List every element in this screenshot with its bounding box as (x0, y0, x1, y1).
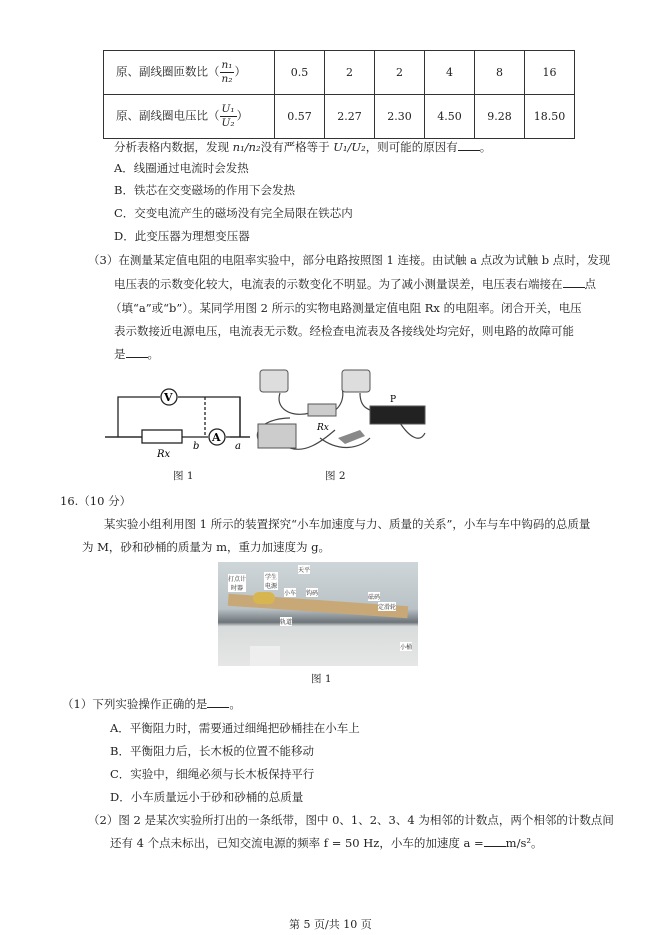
row-label: 原、副线圈匝数比（ (116, 64, 220, 79)
page-footer: 第 5 页/共 10 页 (289, 918, 372, 931)
voltmeter-icon (260, 370, 288, 392)
q3-line: （填“a”或“b”）。某同学用图 2 所示的实物电路测量定值电阻 Rx 的电阻率。闭合开关，电压 (110, 301, 582, 315)
option-a: A．线圈通过电流时会发热 (114, 161, 249, 175)
q16-part2 (110, 835, 542, 851)
q16-part1 (62, 696, 241, 712)
point-b-label: b (193, 441, 200, 452)
switch-icon (338, 430, 365, 444)
numerator: n₁ (221, 59, 233, 71)
text: 还有 4 个点未标出，已知交流电源的频率 f = 50 Hz，小车的加速度 a = (110, 836, 484, 850)
photo-label: 钩码 (306, 590, 319, 597)
answer-blank[interactable] (563, 277, 585, 288)
row-header (104, 51, 275, 95)
table-cell: 16 (525, 51, 575, 95)
rheostat-icon (370, 406, 425, 424)
table-leg (250, 646, 280, 666)
text: 。 (147, 347, 159, 361)
text: 点 (584, 277, 596, 291)
q3-line: （3）在测量某定值电阻的电阻率实验中，部分电路按照图 1 连接。由试触 a 点改为试触 b 点时，发现 (88, 253, 611, 267)
table-cell: 2.30 (375, 95, 425, 139)
table-cell: 9.28 (475, 95, 525, 139)
text: ，则可能的原因有 (365, 140, 458, 154)
photo-label: 定滑轮 (378, 604, 397, 611)
q16-paragraph: 为 M，砂和砂桶的质量为 m，重力加速度为 g。 (82, 540, 331, 554)
text: 分析表格内数据，发现 (114, 140, 233, 154)
q3-line: 表示数接近电源电压，电流表无示数。经检查电流表及各接线处均完好，则电路的故障可能 (114, 324, 574, 338)
voltmeter-label: V (164, 391, 173, 404)
q16-part2: （2）图 2 是某次实验所打出的一条纸带，图中 0、1、2、3、4 为相邻的计数点，两个相邻的计数点间 (88, 813, 614, 827)
fraction (220, 103, 237, 130)
question-stem (114, 139, 491, 155)
experiment-photo (218, 562, 418, 666)
math: U₁/U₂ (333, 140, 366, 154)
table-cell: 4 (425, 51, 475, 95)
text: （1）下列实验操作正确的是 (62, 697, 208, 711)
option-d: D．小车质量远小于砂和砂桶的总质量 (110, 790, 304, 804)
paren: ） (236, 108, 249, 123)
text: 没有严格等于 (260, 140, 334, 154)
table-cell: 2 (375, 51, 425, 95)
photo-label: 小桶 (400, 644, 413, 651)
table-cell: 0.57 (275, 95, 325, 139)
option-c: C．交变电流产生的磁场没有完全局限在铁芯内 (114, 206, 353, 220)
option-c: C．实验中，细绳必须与长木板保持平行 (110, 767, 315, 781)
power-supply-icon (258, 424, 296, 448)
math: n₁/n₂ (232, 140, 261, 154)
resistor-label: Rx (317, 423, 329, 433)
table-row (104, 51, 575, 95)
photo-label: 打点计时器 (228, 576, 247, 592)
table-cell: 8 (475, 51, 525, 95)
photo-label: 学生电源 (264, 574, 277, 590)
option-a: A．平衡阻力时，需要通过细绳把砂桶挂在小车上 (110, 721, 360, 735)
photo-label: 天平 (298, 567, 311, 574)
fraction (220, 59, 235, 86)
physical-circuit-fig2 (250, 368, 430, 458)
table-cell: 18.50 (525, 95, 575, 139)
answer-blank[interactable] (207, 697, 229, 708)
point-a-label: a (235, 441, 241, 452)
q3-line (114, 276, 596, 292)
paren: ） (234, 64, 246, 79)
circuit-diagram-fig1 (100, 385, 250, 465)
answer-blank[interactable] (126, 347, 148, 358)
option-b: B．平衡阻力后，长木板的位置不能移动 (110, 744, 314, 758)
table-cell: 0.5 (275, 51, 325, 95)
photo-label: 砝码 (368, 594, 381, 601)
resistor-icon (308, 404, 336, 416)
text: 是 (114, 347, 126, 361)
text: 。 (229, 697, 241, 711)
numerator: U₁ (221, 103, 235, 115)
table-cell: 4.50 (425, 95, 475, 139)
photo-label: 小车 (284, 590, 297, 597)
q16-paragraph: 某实验小组利用图 1 所示的装置探究“小车加速度与力、质量的关系”，小车与车中钩码的总质量 (104, 517, 591, 531)
question-16-header: 16.（10 分） (60, 494, 132, 508)
resistor-label: Rx (157, 449, 171, 460)
answer-blank[interactable] (458, 140, 480, 151)
photo-caption: 图 1 (311, 673, 332, 685)
fig1-caption: 图 1 (173, 470, 194, 482)
ammeter-label: A (212, 431, 221, 444)
row-label: 原、副线圈电压比（ (116, 108, 220, 123)
table-row (104, 95, 575, 139)
row-header (104, 95, 275, 139)
answer-blank[interactable] (484, 836, 506, 847)
photo-label: 轨道 (280, 619, 293, 626)
cart (253, 592, 275, 604)
text: m/s²。 (505, 836, 543, 850)
table-cell: 2 (325, 51, 375, 95)
option-d: D．此变压器为理想变压器 (114, 229, 250, 243)
table-cell: 2.27 (325, 95, 375, 139)
denominator: n₂ (221, 73, 233, 85)
fig2-caption: 图 2 (325, 470, 346, 482)
transformer-data-table (103, 50, 575, 139)
ammeter-icon (342, 370, 370, 392)
text: 。 (479, 140, 492, 154)
slider-label: P (390, 395, 397, 405)
text: 电压表的示数变化较大，电流表的示数变化不明显。为了减小测量误差，电压表右端接在 (114, 277, 563, 291)
option-b: B．铁芯在交变磁场的作用下会发热 (114, 183, 295, 197)
denominator: U₂ (221, 117, 235, 129)
q3-line (114, 346, 159, 362)
